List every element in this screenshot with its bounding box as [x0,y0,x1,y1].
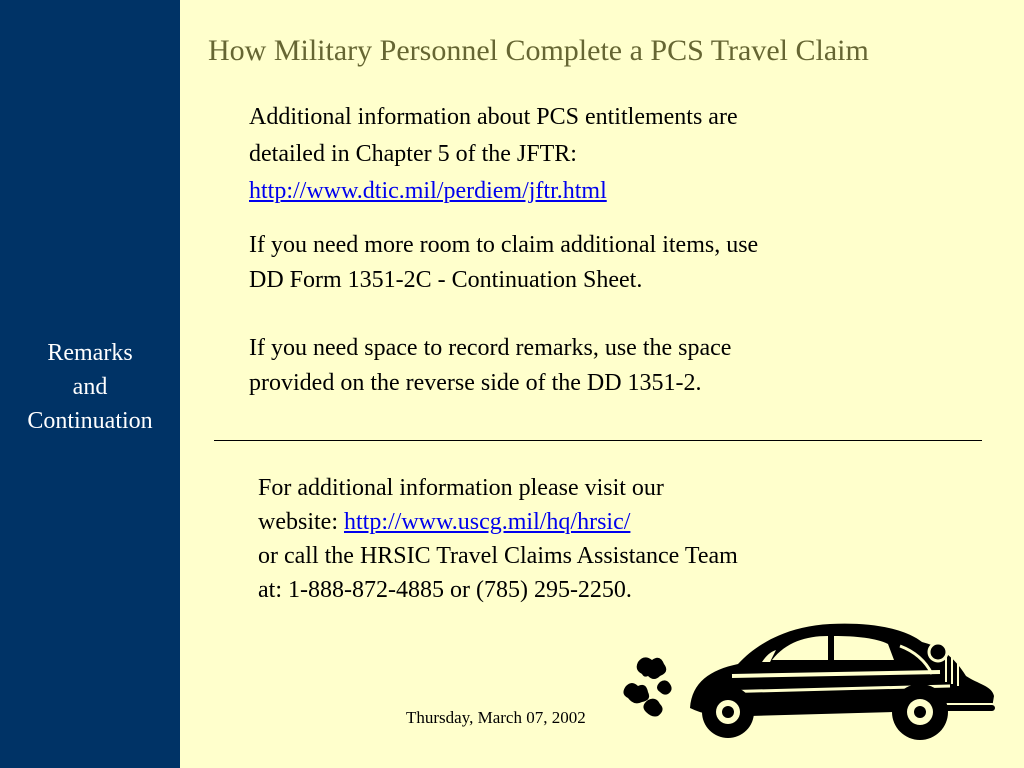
section-label-line: and [72,374,108,400]
intro-line: Additional information about PCS entitlements are [249,104,738,130]
remarks-line: If you need space to record remarks, use the space [249,335,732,361]
continuation-paragraph [249,228,758,298]
intro-line: detailed in Chapter 5 of the JFTR: [249,141,577,167]
remarks-paragraph [249,331,731,401]
vintage-car-icon [620,612,1000,752]
contact-line: or call the HRSIC Travel Claims Assistance Team [258,543,738,569]
jftr-link[interactable]: http://www.dtic.mil/perdiem/jftr.html [249,178,607,204]
contact-website-line [258,505,738,539]
continuation-line: DD Form 1351-2C - Continuation Sheet. [249,267,643,293]
divider [214,440,982,441]
contact-paragraph [258,471,738,607]
contact-phone-line: at: 1-888-872-4885 or (785) 295-2250. [258,577,632,603]
hrsic-website-link[interactable]: http://www.uscg.mil/hq/hrsic/ [343,509,631,535]
section-label-line: Remarks [47,340,133,366]
sidebar [0,0,180,768]
website-label: website: [258,509,344,535]
remarks-line: provided on the reverse side of the DD 1351-2. [249,370,702,396]
section-label-line: Continuation [27,408,153,434]
intro-paragraph [249,99,738,210]
contact-line: For additional information please visit our [258,475,664,501]
section-label [0,336,180,438]
slide-title: How Military Personnel Complete a PCS Travel Claim [208,34,869,67]
footer-date: Thursday, March 07, 2002 [406,708,586,727]
continuation-line: If you need more room to claim additional items, use [249,232,759,258]
